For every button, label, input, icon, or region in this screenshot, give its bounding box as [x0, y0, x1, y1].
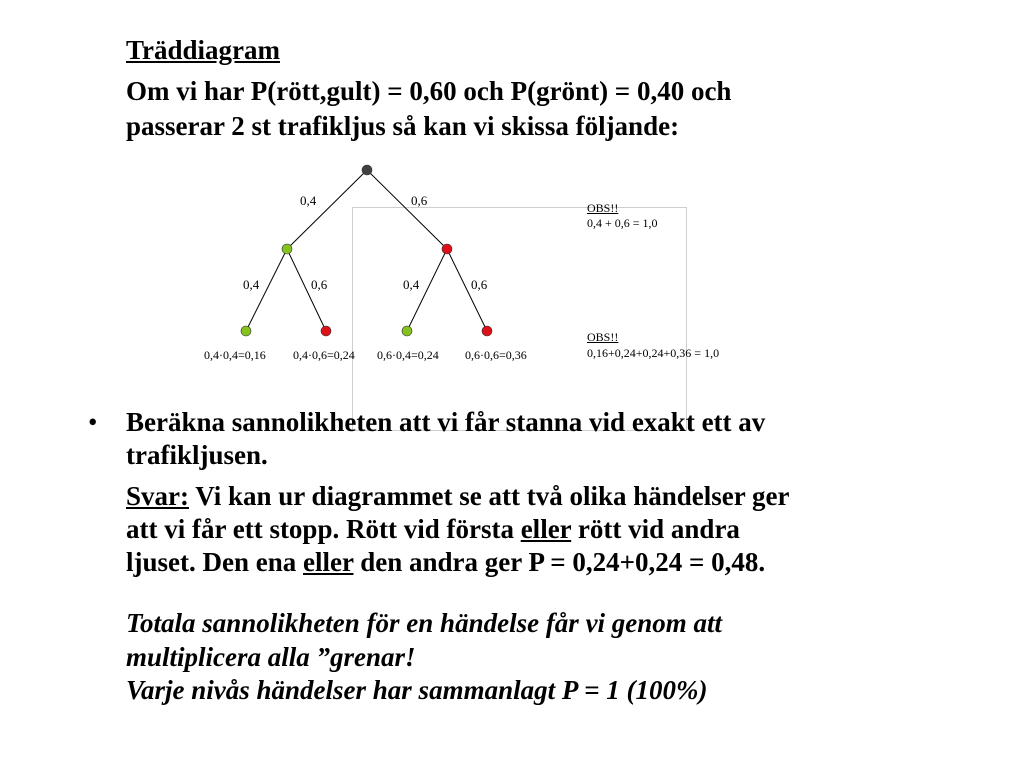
- conclusion-line-2: multiplicera alla ”grenar!: [126, 642, 416, 672]
- branch-root-left: [287, 170, 367, 249]
- intro-line-1: Om vi har P(rött,gult) = 0,60 och P(grönt) = 0,40 och: [126, 76, 732, 106]
- red-red-leaf-node: [482, 326, 492, 336]
- prob-label-level2-ll: 0,4: [243, 277, 260, 292]
- green-light-node: [282, 244, 292, 254]
- answer-eller-2: eller: [303, 547, 354, 577]
- outcome-label-3: 0,6·0,4=0,24: [377, 348, 439, 362]
- green-green-leaf-node: [241, 326, 251, 336]
- obs-heading-2: OBS!!: [587, 330, 619, 344]
- answer-label: Svar:: [126, 481, 189, 511]
- question-line-1: Beräkna sannolikheten att vi får stanna vid exakt ett av: [126, 407, 766, 437]
- answer-line-2: [126, 514, 740, 545]
- prob-label-level2-lr: 0,6: [311, 277, 328, 292]
- obs-heading-1: OBS!!: [587, 201, 619, 215]
- root-node: [362, 165, 372, 175]
- prob-label-level2-rr: 0,6: [471, 277, 488, 292]
- page-title: Träddiagram: [126, 35, 280, 65]
- obs-text-2: 0,16+0,24+0,24+0,36 = 1,0: [587, 346, 720, 360]
- conclusion-line-1: Totala sannolikheten för en händelse får vi genom att: [126, 608, 723, 638]
- outcome-label-1: 0,4·0,4=0,16: [204, 348, 266, 362]
- answer-line-3-a: ljuset. Den ena: [126, 547, 303, 577]
- answer-line-2-a: att vi får ett stopp. Rött vid första: [126, 514, 521, 544]
- red-green-leaf-node: [402, 326, 412, 336]
- prob-label-level2-rl: 0,4: [403, 277, 420, 292]
- intro-line-2: passerar 2 st trafikljus så kan vi skissa följande:: [126, 111, 680, 141]
- prob-label-level1-right: 0,6: [411, 193, 428, 208]
- answer-line-2-b: rött vid andra: [571, 514, 740, 544]
- conclusion-p-equals-1: P = 1: [561, 675, 620, 705]
- red-light-node: [442, 244, 452, 254]
- conclusion-line-3-a: Varje nivås händelser har sammanlagt: [126, 675, 562, 705]
- answer-line-1: [126, 481, 790, 512]
- question-line-2: trafikljusen.: [126, 440, 268, 470]
- answer-line-3-b: den andra ger P = 0,24+0,24 = 0,48.: [353, 547, 766, 577]
- branch-root-right: [367, 170, 447, 249]
- obs-text-1: 0,4 + 0,6 = 1,0: [587, 216, 658, 230]
- prob-label-level1-left: 0,4: [300, 193, 317, 208]
- outcome-label-4: 0,6·0,6=0,36: [465, 348, 527, 362]
- answer-line-1-text: Vi kan ur diagrammet se att två olika händelser ger: [189, 481, 790, 511]
- green-red-leaf-node: [321, 326, 331, 336]
- outcome-label-2: 0,4·0,6=0,24: [293, 348, 355, 362]
- answer-eller-1: eller: [520, 514, 572, 544]
- answer-line-3: [126, 547, 765, 578]
- bullet-marker: •: [88, 407, 98, 437]
- conclusion-line-3: [126, 675, 707, 706]
- conclusion-line-3-c: (100%): [619, 675, 708, 705]
